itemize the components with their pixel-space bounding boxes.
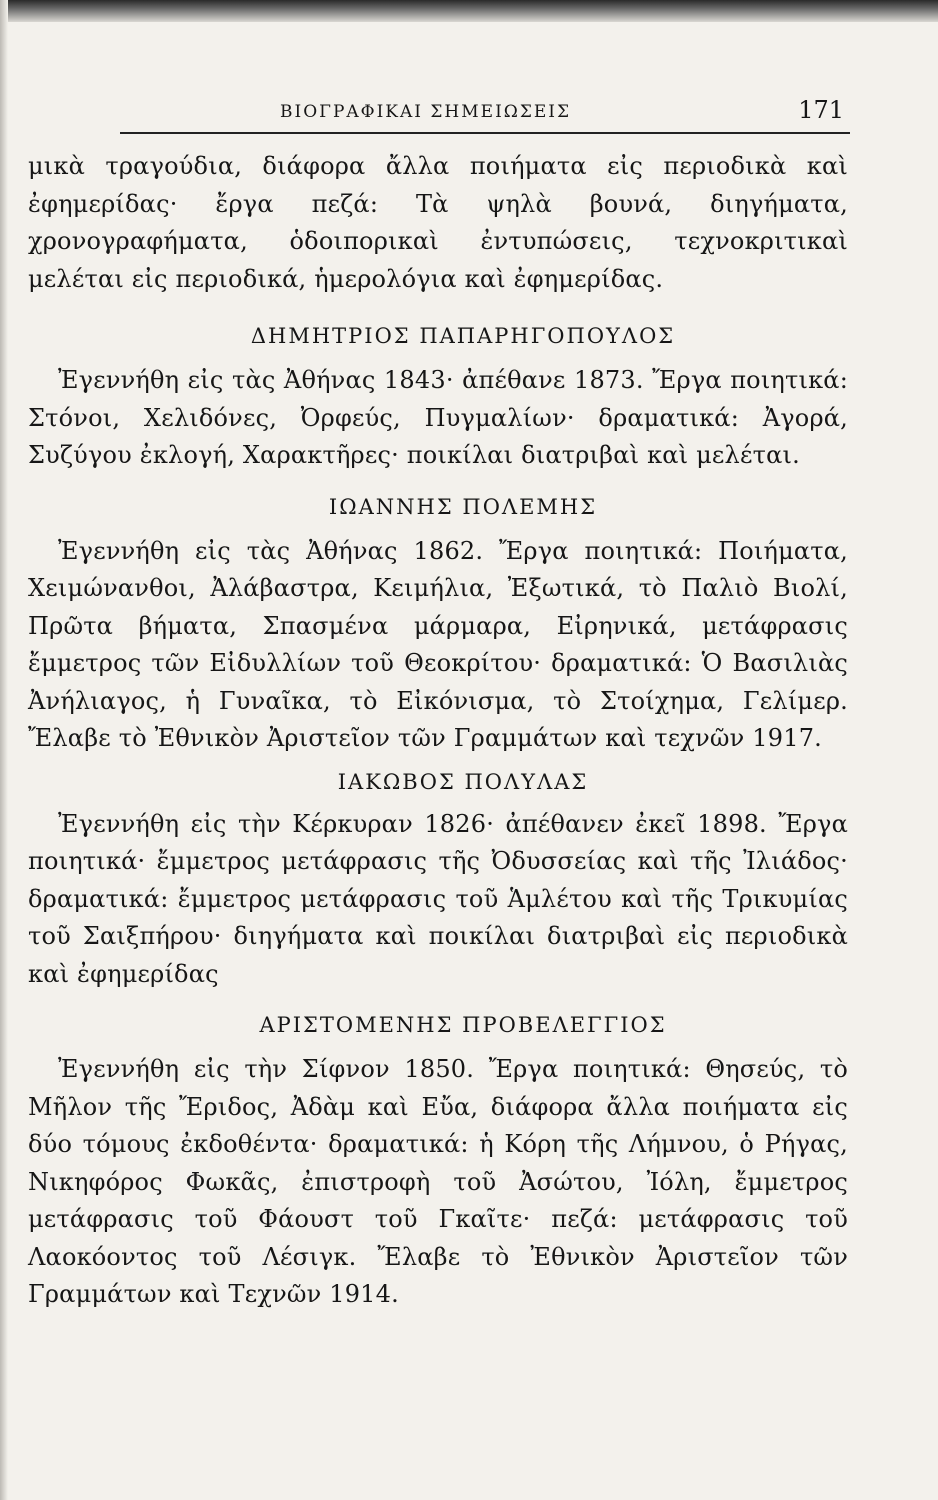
- page-left-edge: [0, 0, 8, 1500]
- entry-text: Ἐγεννήθη εἰς τὰς Ἀθήνας 1862. Ἔργα ποιητικά: Ποιήματα, Χειμώνανθοι, Ἀλάβαστρα, Κειμήλια, Ἐξωτικά, τὸ Παλιὸ Βιολί, Πρῶτα βήματα, Σπασμένα μάρμαρα, Εἰρηνικά, μετάφρασις ἔμμετρος τῶν Εἰδυλλίων τοῦ Θεοκρίτου· δραματικά: Ὁ Βασιλιὰς Ἀνήλιαγος, ἡ Γυναῖκα, τὸ Εἰκόνισμα, τὸ Στοίχημα, Γελίμερ. Ἔλαβε τὸ Ἐθνικὸν Ἀριστεῖον τῶν Γραμμάτων καὶ τεχνῶν 1917.: [28, 536, 848, 752]
- entry-heading: ΙΩΑΝΝΗΣ ΠΟΛΕΜΗΣ: [328, 494, 598, 519]
- entry-text: Ἐγεννήθη εἰς τὴν Σίφνον 1850. Ἔργα ποιητικά: Θησεύς, τὸ Μῆλον τῆς Ἔριδος, Ἀδὰμ καὶ Εὔα, διάφορα ἄλλα ποιήματα εἰς δύο τόμους ἐκδοθέντα· δραματικά: ἡ Κόρη τῆς Λήμνου, ὁ Ρήγας, Νικηφόρος Φωκᾶς, ἐπιστροφὴ τοῦ Ἀσώτου, Ἰόλη, ἔμμετρος μετάφρασις τοῦ Φάουστ τοῦ Γκαῖτε· πεζά: μετάφρασις τοῦ Λαοκόοντος τοῦ Λέσιγκ. Ἔλαβε τὸ Ἐθνικὸν Ἀριστεῖον τῶν Γραμμάτων καὶ Τεχνῶν 1914.: [28, 1055, 848, 1308]
- entry-text: Ἐγεννήθη εἰς τὰς Ἀθήνας 1843· ἀπέθανε 1873. Ἔργα ποιητικά: Στόνοι, Χελιδόνες, Ὀρφεύς, Πυγμαλίων· δραματικά: Ἀγορά, Συζύγου ἐκλογή, Χαρακτῆρες· ποικίλαι διατριβαὶ καὶ μελέται.: [28, 366, 848, 469]
- entry-text: Ἐγεννήθη εἰς τὴν Κέρκυραν 1826· ἀπέθανεν ἐκεῖ 1898. Ἔργα ποιητικά· ἔμμετρος μετάφρασις τῆς Ὀδυσσείας καὶ τῆς Ἰλιάδος· δραματικά: ἔμμετρος μετάφρασις τοῦ Ἁμλέτου καὶ τῆς Τρικυμίας τοῦ Σαιξπήρου· διηγήματα καὶ ποικίλαι διατριβαὶ εἰς περιοδικὰ καὶ ἐφημερίδας: [28, 809, 848, 988]
- page-top-edge: [0, 0, 938, 22]
- entry-provelengios: [28, 1013, 848, 1314]
- header-rule: [120, 132, 850, 134]
- entry-paparrigopoulos: [28, 324, 848, 475]
- page-header: [120, 96, 850, 136]
- page-body: [28, 148, 848, 1314]
- entry-polemis: [28, 495, 848, 758]
- running-title: ΒΙΟΓΡΑΦΙΚΑΙ ΣΗΜΕΙΩΣΕΙΣ: [280, 102, 572, 122]
- entry-heading: ΑΡΙΣΤΟΜΕΝΗΣ ΠΡΟΒΕΛΕΓΓΙΟΣ: [259, 1013, 667, 1037]
- entry-heading: ΙΑΚΩΒΟΣ ΠΟΛΥΛΑΣ: [337, 769, 589, 794]
- entry-polylas: [28, 770, 848, 994]
- opening-paragraph: μικὰ τραγούδια, διάφορα ἄλλα ποιήματα εἰς περιοδικὰ καὶ ἐφημερίδας· ἔργα πεζά: Τὰ ψηλὰ βουνά, διηγήματα, χρονογραφήματα, ὁδοιπορικαὶ ἐντυπώσεις, τεχνοκριτικαὶ μελέται εἰς περιοδικά, ἡμερολόγια καὶ ἐφημερίδας.: [28, 152, 848, 293]
- entry-heading: ΔΗΜΗΤΡΙΟΣ ΠΑΠΑΡΗΓΟΠΟΥΛΟΣ: [250, 324, 676, 348]
- page-number: 171: [798, 96, 844, 124]
